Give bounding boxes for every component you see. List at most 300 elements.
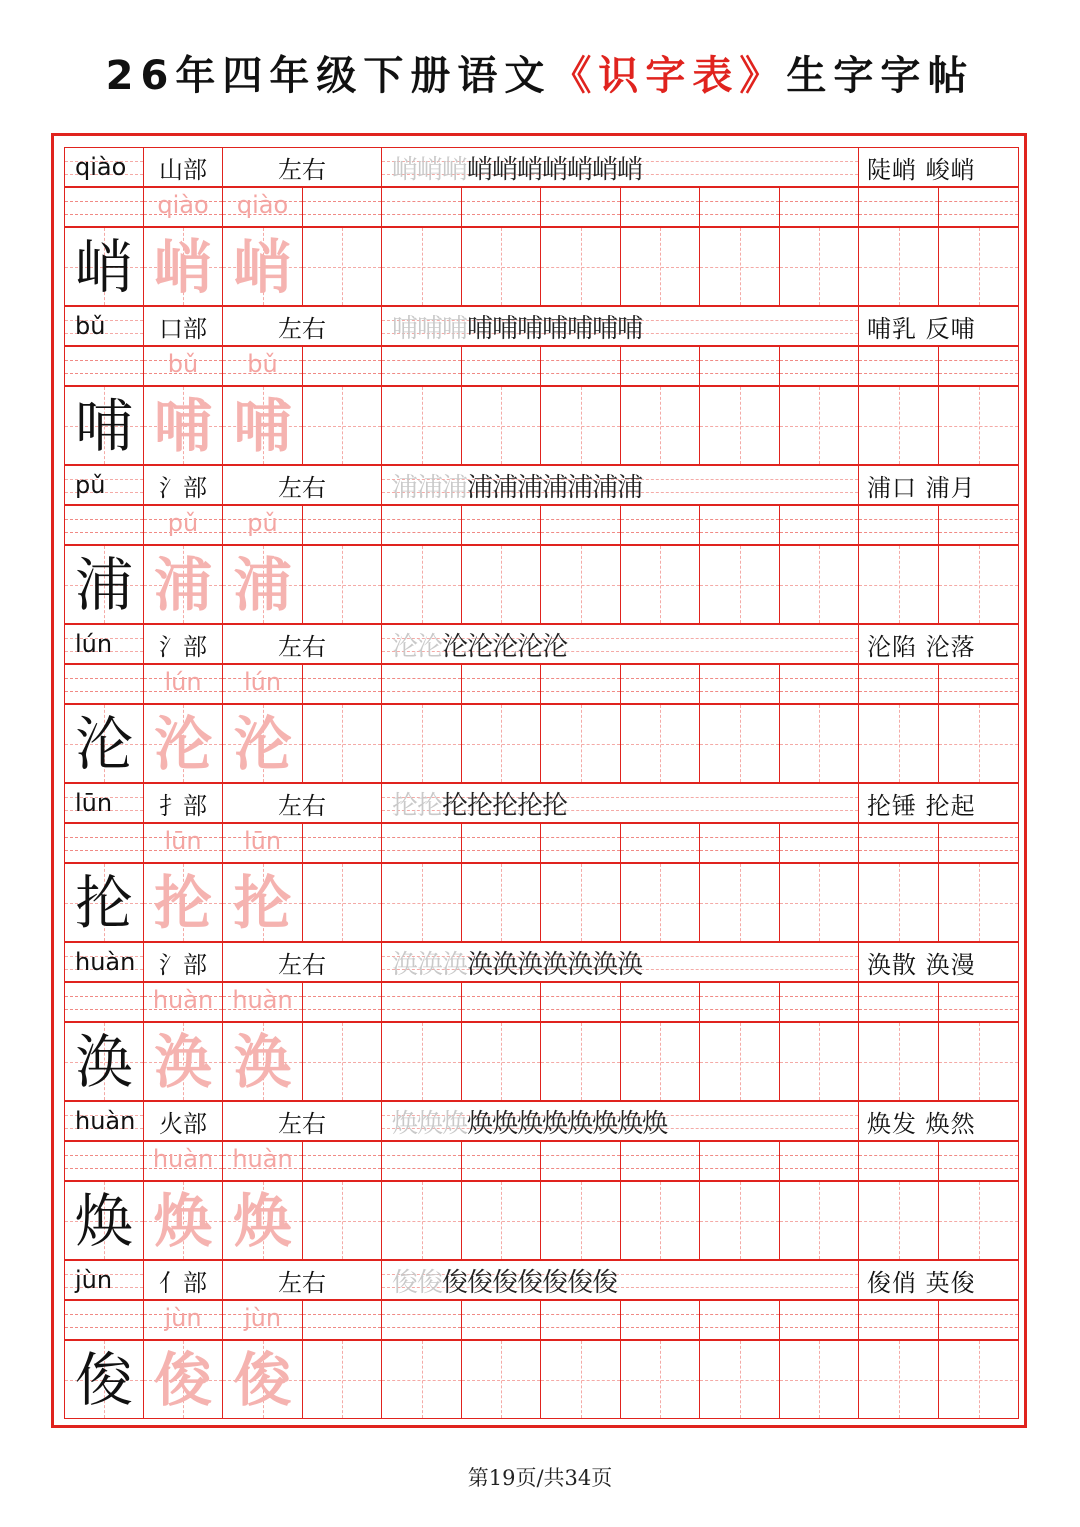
pinyin-trace: lún [164, 668, 202, 696]
pinyin-practice-cell [222, 1141, 303, 1181]
radical-cell [143, 465, 223, 505]
pinyin-practice-cell [381, 505, 462, 545]
pinyin-cell [64, 1101, 144, 1141]
character-trace: 沦 [233, 710, 292, 778]
character-practice-cell [302, 545, 382, 624]
stroke-step: 沦 [542, 631, 568, 662]
character-practice-cell [540, 1022, 621, 1101]
stroke-step: 焕 [542, 1108, 568, 1139]
structure-cell [222, 942, 382, 982]
pinyin-practice-cell [620, 664, 700, 704]
pinyin-practice-cell [461, 187, 541, 227]
pinyin-practice-cell [64, 982, 144, 1022]
character-practice-cell [858, 227, 939, 306]
example-words: 陡峭 峻峭 [867, 155, 976, 184]
character-practice-cell [381, 1022, 462, 1101]
pinyin-trace: lūn [164, 827, 202, 855]
character-practice-cell [302, 1022, 382, 1101]
stroke-order [382, 467, 642, 504]
character-practice-cell [461, 545, 541, 624]
stroke-order-cell [381, 306, 859, 346]
stroke-step: 峭 [467, 154, 493, 185]
stroke-step: 焕 [567, 1108, 593, 1139]
pinyin-practice-cell [938, 823, 1019, 863]
pinyin-practice-cell [779, 1300, 859, 1340]
character-trace: 峭 [153, 233, 212, 301]
character-practice-cell [620, 227, 700, 306]
character-practice-cell [540, 1340, 621, 1419]
pinyin-practice-cell [302, 505, 382, 545]
character-practice-cell [143, 863, 223, 942]
pinyin-practice-cell [302, 982, 382, 1022]
stroke-step: 峭 [392, 154, 418, 185]
pinyin-practice-cell [620, 823, 700, 863]
character-practice-cell [620, 1181, 700, 1260]
pinyin-practice-cell [858, 346, 939, 386]
stroke-step: 哺 [617, 313, 643, 344]
pinyin-cell [64, 942, 144, 982]
radical-label: 氵部 [159, 632, 207, 661]
character-practice-cell [302, 704, 382, 783]
pinyin-practice-cell [699, 982, 780, 1022]
stroke-step: 抡 [467, 790, 493, 821]
stroke-step: 涣 [417, 949, 443, 980]
pinyin-practice-cell [858, 505, 939, 545]
character-block [64, 783, 1018, 942]
stroke-step: 哺 [392, 313, 418, 344]
character-block [64, 1260, 1018, 1419]
example-words: 俊俏 英俊 [867, 1268, 976, 1297]
stroke-step: 焕 [592, 1108, 618, 1139]
pinyin-practice-cell [938, 187, 1019, 227]
structure-label: 左右 [278, 632, 326, 661]
pinyin-practice-cell [858, 187, 939, 227]
pinyin-practice-cell [222, 823, 303, 863]
stroke-order [382, 149, 642, 186]
character-practice-cell [699, 386, 780, 465]
pinyin-practice-cell [64, 1300, 144, 1340]
stroke-step: 抡 [392, 790, 418, 821]
structure-label: 左右 [278, 473, 326, 502]
structure-cell [222, 1260, 382, 1300]
character-trace: 哺 [233, 392, 292, 460]
pinyin-practice-cell [143, 505, 223, 545]
pinyin-cell [64, 306, 144, 346]
stroke-step: 沦 [492, 631, 518, 662]
character-practice-cell [461, 386, 541, 465]
pinyin-practice-cell [779, 187, 859, 227]
pinyin-practice-cell [143, 1141, 223, 1181]
pinyin-practice-cell [858, 1300, 939, 1340]
pinyin-label: lūn [75, 789, 113, 817]
stroke-order [382, 944, 642, 981]
pinyin-practice-cell [64, 187, 144, 227]
pinyin-trace: qiào [236, 191, 289, 219]
stroke-order-cell [381, 147, 859, 187]
pinyin-practice-cell [779, 982, 859, 1022]
pinyin-trace: jùn [164, 1304, 202, 1332]
radical-label: 山部 [159, 155, 207, 184]
pinyin-practice-cell [858, 823, 939, 863]
pinyin-practice-cell [461, 823, 541, 863]
pinyin-label: lún [75, 630, 113, 658]
character-practice-cell [779, 227, 859, 306]
stroke-step: 涣 [517, 949, 543, 980]
character-practice-cell [938, 863, 1019, 942]
pinyin-practice-cell [143, 187, 223, 227]
stroke-step: 浦 [517, 472, 543, 503]
pinyin-trace: lūn [243, 827, 282, 855]
main-character: 沦 [74, 710, 133, 778]
character-practice-cell [381, 545, 462, 624]
character-trace: 峭 [233, 233, 292, 301]
character-trace: 俊 [153, 1346, 212, 1414]
pinyin-practice-cell [540, 1141, 621, 1181]
main-character: 抡 [74, 869, 133, 937]
stroke-step: 峭 [617, 154, 643, 185]
character-practice-cell [302, 1340, 382, 1419]
practice-grid [64, 147, 1018, 1419]
pinyin-practice-cell [381, 187, 462, 227]
pinyin-practice-cell [222, 346, 303, 386]
stroke-step: 焕 [392, 1108, 418, 1139]
stroke-step: 浦 [392, 472, 418, 503]
character-practice-cell [461, 227, 541, 306]
example-words: 哺乳 反哺 [867, 314, 976, 343]
stroke-step: 哺 [442, 313, 468, 344]
pinyin-label: bǔ [75, 312, 106, 340]
stroke-step: 峭 [417, 154, 443, 185]
character-trace: 涣 [153, 1028, 212, 1096]
pinyin-practice-cell [540, 187, 621, 227]
stroke-step: 俊 [467, 1267, 493, 1298]
pinyin-practice-cell [64, 346, 144, 386]
pinyin-label: jùn [75, 1266, 113, 1294]
main-character: 涣 [74, 1028, 133, 1096]
character-practice-cell [222, 545, 303, 624]
stroke-step: 涣 [617, 949, 643, 980]
character-practice-cell [302, 386, 382, 465]
pinyin-practice-cell [143, 1300, 223, 1340]
main-character: 浦 [74, 551, 133, 619]
character-block [64, 942, 1018, 1101]
character-practice-cell [381, 227, 462, 306]
radical-cell [143, 783, 223, 823]
pinyin-label: huàn [75, 1107, 136, 1135]
pinyin-practice-cell [222, 1300, 303, 1340]
character-practice-cell [858, 545, 939, 624]
words-cell [858, 942, 1019, 982]
radical-label: 氵部 [159, 473, 207, 502]
stroke-step: 俊 [417, 1267, 443, 1298]
stroke-step: 哺 [542, 313, 568, 344]
pinyin-practice-cell [302, 187, 382, 227]
pinyin-practice-cell [620, 505, 700, 545]
structure-cell [222, 147, 382, 187]
structure-cell [222, 783, 382, 823]
pinyin-practice-cell [143, 664, 223, 704]
character-practice-cell [222, 1340, 303, 1419]
character-practice-cell [699, 863, 780, 942]
stroke-step: 俊 [517, 1267, 543, 1298]
pinyin-practice-cell [143, 346, 223, 386]
character-block [64, 1101, 1018, 1260]
character-practice-cell [64, 1022, 144, 1101]
character-block [64, 306, 1018, 465]
stroke-step: 浦 [467, 472, 493, 503]
pinyin-practice-cell [302, 823, 382, 863]
pinyin-practice-cell [779, 664, 859, 704]
pinyin-practice-cell [222, 505, 303, 545]
pinyin-practice-cell [938, 346, 1019, 386]
pinyin-practice-cell [143, 823, 223, 863]
stroke-step: 沦 [467, 631, 493, 662]
pinyin-practice-cell [699, 1141, 780, 1181]
example-words: 焕发 焕然 [867, 1109, 976, 1138]
stroke-step: 俊 [592, 1267, 618, 1298]
radical-label: 口部 [159, 314, 207, 343]
pinyin-label: pǔ [75, 471, 106, 499]
pinyin-practice-cell [938, 1300, 1019, 1340]
stroke-step: 哺 [467, 313, 493, 344]
character-practice-cell [699, 545, 780, 624]
pinyin-practice-cell [302, 346, 382, 386]
pinyin-practice-cell [699, 823, 780, 863]
character-practice-cell [858, 1181, 939, 1260]
character-practice-cell [461, 863, 541, 942]
pinyin-practice-cell [302, 1300, 382, 1340]
stroke-step: 焕 [467, 1108, 493, 1139]
pinyin-trace: huàn [232, 1145, 293, 1173]
stroke-step: 哺 [567, 313, 593, 344]
pinyin-practice-cell [381, 1300, 462, 1340]
pinyin-practice-cell [779, 346, 859, 386]
character-practice-cell [143, 1022, 223, 1101]
character-practice-cell [222, 863, 303, 942]
main-character: 俊 [74, 1346, 133, 1414]
character-practice-cell [779, 1022, 859, 1101]
stroke-step: 涣 [592, 949, 618, 980]
character-trace: 沦 [153, 710, 212, 778]
stroke-step: 焕 [617, 1108, 643, 1139]
structure-label: 左右 [278, 1268, 326, 1297]
pinyin-practice-cell [461, 664, 541, 704]
pinyin-practice-cell [461, 1141, 541, 1181]
pinyin-practice-cell [381, 823, 462, 863]
character-practice-cell [858, 1340, 939, 1419]
stroke-order-cell [381, 465, 859, 505]
character-practice-cell [64, 227, 144, 306]
character-trace: 抡 [153, 869, 212, 937]
character-practice-cell [779, 545, 859, 624]
structure-cell [222, 1101, 382, 1141]
character-practice-cell [64, 386, 144, 465]
stroke-order-cell [381, 942, 859, 982]
pinyin-practice-cell [858, 982, 939, 1022]
pinyin-practice-cell [779, 823, 859, 863]
pinyin-practice-cell [222, 187, 303, 227]
stroke-order [382, 1262, 617, 1299]
pinyin-practice-cell [779, 1141, 859, 1181]
stroke-step: 浦 [417, 472, 443, 503]
pinyin-practice-cell [461, 346, 541, 386]
character-practice-cell [779, 1340, 859, 1419]
stroke-step: 俊 [492, 1267, 518, 1298]
pinyin-practice-cell [381, 1141, 462, 1181]
structure-cell [222, 465, 382, 505]
pinyin-cell [64, 465, 144, 505]
character-practice-cell [938, 1181, 1019, 1260]
pinyin-practice-cell [64, 664, 144, 704]
stroke-step: 涣 [492, 949, 518, 980]
pinyin-practice-cell [540, 346, 621, 386]
character-trace: 抡 [233, 869, 292, 937]
words-cell [858, 465, 1019, 505]
pinyin-practice-cell [540, 1300, 621, 1340]
character-practice-cell [461, 1340, 541, 1419]
radical-cell [143, 306, 223, 346]
pinyin-practice-cell [222, 982, 303, 1022]
pinyin-practice-cell [779, 505, 859, 545]
structure-label: 左右 [278, 314, 326, 343]
page-title [0, 44, 1080, 101]
character-trace: 焕 [153, 1187, 212, 1255]
character-practice-cell [699, 1181, 780, 1260]
character-practice-cell [381, 1181, 462, 1260]
pinyin-practice-cell [64, 1141, 144, 1181]
stroke-step: 涣 [467, 949, 493, 980]
title-highlight: 《识字表》 [551, 53, 787, 99]
character-practice-cell [381, 704, 462, 783]
stroke-step: 焕 [492, 1108, 518, 1139]
structure-cell [222, 624, 382, 664]
pinyin-practice-cell [858, 1141, 939, 1181]
character-practice-cell [222, 1181, 303, 1260]
pinyin-practice-cell [858, 664, 939, 704]
character-practice-cell [222, 386, 303, 465]
character-practice-cell [620, 704, 700, 783]
structure-label: 左右 [278, 155, 326, 184]
character-practice-cell [64, 1181, 144, 1260]
stroke-step: 哺 [492, 313, 518, 344]
main-character: 峭 [74, 233, 133, 301]
pinyin-trace: pǔ [247, 509, 278, 537]
words-cell [858, 624, 1019, 664]
radical-cell [143, 1260, 223, 1300]
stroke-step: 浦 [592, 472, 618, 503]
character-practice-cell [381, 1340, 462, 1419]
character-practice-cell [858, 1022, 939, 1101]
character-practice-cell [302, 1181, 382, 1260]
radical-cell [143, 624, 223, 664]
stroke-step: 焕 [517, 1108, 543, 1139]
character-practice-cell [461, 704, 541, 783]
stroke-step: 抡 [542, 790, 568, 821]
pinyin-practice-cell [540, 823, 621, 863]
character-practice-cell [938, 704, 1019, 783]
stroke-step: 涣 [392, 949, 418, 980]
stroke-step: 峭 [592, 154, 618, 185]
character-trace: 浦 [153, 551, 212, 619]
stroke-step: 焕 [442, 1108, 468, 1139]
example-words: 抡锤 抡起 [867, 791, 976, 820]
character-practice-cell [64, 1340, 144, 1419]
pinyin-practice-cell [461, 505, 541, 545]
radical-label: 亻部 [159, 1268, 207, 1297]
example-words: 浦口 浦月 [867, 473, 976, 502]
pinyin-cell [64, 1260, 144, 1300]
character-practice-cell [540, 545, 621, 624]
stroke-step: 哺 [417, 313, 443, 344]
character-practice-cell [938, 545, 1019, 624]
pinyin-practice-cell [620, 187, 700, 227]
stroke-step: 抡 [417, 790, 443, 821]
stroke-step: 俊 [542, 1267, 568, 1298]
pinyin-practice-cell [620, 1300, 700, 1340]
pinyin-practice-cell [461, 982, 541, 1022]
pinyin-practice-cell [143, 982, 223, 1022]
pinyin-practice-cell [64, 505, 144, 545]
character-practice-cell [699, 704, 780, 783]
character-practice-cell [540, 1181, 621, 1260]
pinyin-practice-cell [938, 664, 1019, 704]
page-number: 第19页/共34页 [467, 1466, 613, 1490]
character-practice-cell [143, 386, 223, 465]
character-practice-cell [699, 1340, 780, 1419]
stroke-step: 峭 [567, 154, 593, 185]
stroke-step: 涣 [567, 949, 593, 980]
character-practice-cell [302, 227, 382, 306]
stroke-step: 俊 [442, 1267, 468, 1298]
radical-cell [143, 147, 223, 187]
pinyin-practice-cell [938, 1141, 1019, 1181]
stroke-step: 浦 [567, 472, 593, 503]
character-practice-cell [540, 863, 621, 942]
character-practice-cell [779, 386, 859, 465]
pinyin-practice-cell [620, 1141, 700, 1181]
character-practice-cell [699, 1022, 780, 1101]
character-practice-cell [620, 1022, 700, 1101]
stroke-order [382, 785, 567, 822]
radical-cell [143, 942, 223, 982]
pinyin-label: huàn [75, 948, 136, 976]
pinyin-practice-cell [620, 346, 700, 386]
character-practice-cell [222, 1022, 303, 1101]
stroke-step: 焕 [417, 1108, 443, 1139]
pinyin-trace: jùn [243, 1304, 282, 1332]
character-practice-cell [779, 863, 859, 942]
pinyin-practice-cell [699, 505, 780, 545]
pinyin-practice-cell [699, 664, 780, 704]
character-practice-cell [64, 545, 144, 624]
pinyin-trace: huàn [152, 986, 214, 1014]
stroke-step: 峭 [442, 154, 468, 185]
pinyin-practice-cell [620, 982, 700, 1022]
character-block [64, 624, 1018, 783]
pinyin-trace: bǔ [167, 350, 199, 378]
character-trace: 哺 [153, 392, 212, 460]
character-trace: 浦 [233, 551, 292, 619]
stroke-order-cell [381, 624, 859, 664]
character-practice-cell [858, 863, 939, 942]
stroke-step: 哺 [517, 313, 543, 344]
pinyin-cell [64, 624, 144, 664]
character-practice-cell [381, 863, 462, 942]
stroke-order [382, 1103, 667, 1140]
pinyin-trace: huàn [232, 986, 293, 1014]
character-practice-cell [143, 545, 223, 624]
stroke-order-cell [381, 1101, 859, 1141]
